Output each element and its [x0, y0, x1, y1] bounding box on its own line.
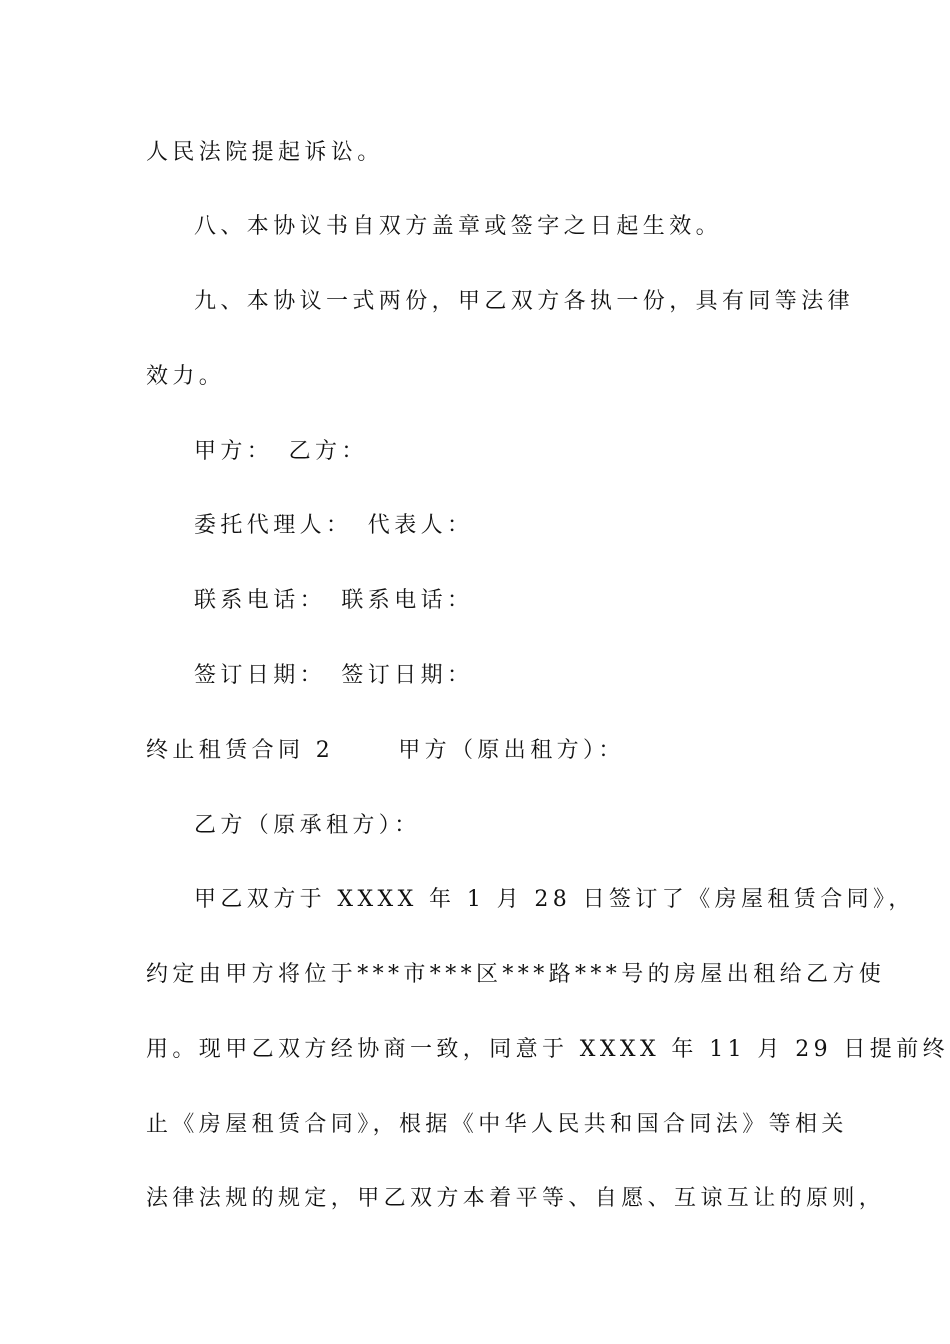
signature-phones: 联系电话： 联系电话：: [194, 588, 474, 613]
party-a-header: 甲方（原出租方）：: [398, 738, 625, 763]
section-heading: 终止租赁合同 2: [146, 738, 335, 763]
body-paragraph-line: 法律法规的规定，甲乙双方本着平等、自愿、互谅互让的原则，: [146, 1186, 886, 1211]
clause-8: 八、本协议书自双方盖章或签字之日起生效。: [194, 214, 723, 239]
text-line: 人民法院提起诉讼。: [146, 140, 384, 165]
section-heading-row: [146, 736, 625, 766]
body-paragraph-line: 用。现甲乙双方经协商一致，同意于 XXXX 年 11 月 29 日提前终: [146, 1037, 949, 1062]
body-paragraph-line: 约定由甲方将位于***市***区***路***号的房屋出租给乙方使: [146, 962, 886, 987]
signature-agents: 委托代理人： 代表人：: [194, 513, 474, 538]
text-line: 效力。: [146, 364, 226, 389]
clause-9: 九、本协议一式两份，甲乙双方各执一份，具有同等法律: [194, 289, 855, 314]
signature-parties: 甲方： 乙方：: [194, 439, 368, 464]
party-b-header: 乙方（原承租方）：: [194, 813, 421, 838]
signature-dates: 签订日期： 签订日期：: [194, 663, 474, 688]
body-paragraph-line: 止《房屋租赁合同》，根据《中华人民共和国合同法》等相关: [146, 1112, 848, 1137]
body-paragraph-line: 甲乙双方于 XXXX 年 1 月 28 日签订了《房屋租赁合同》，: [194, 887, 915, 912]
